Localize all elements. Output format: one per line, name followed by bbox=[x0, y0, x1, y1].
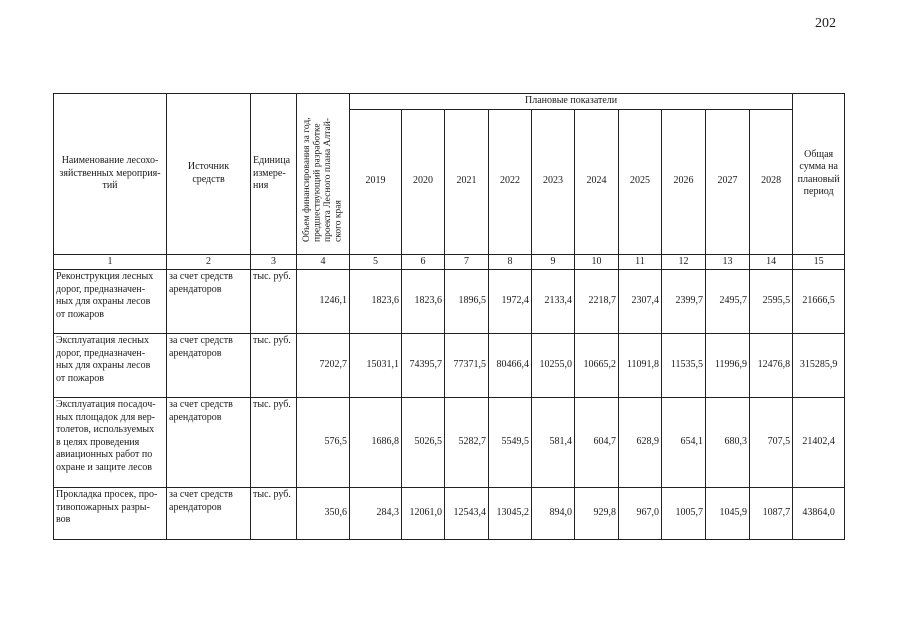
column-number-row bbox=[54, 254, 845, 270]
year-value: 1896,5 bbox=[445, 270, 489, 334]
total-sum: 21666,5 bbox=[793, 270, 845, 334]
year-value: 12061,0 bbox=[402, 488, 445, 540]
year-value: 2133,4 bbox=[532, 270, 575, 334]
year-value: 12476,8 bbox=[750, 334, 793, 398]
year-value: 77371,5 bbox=[445, 334, 489, 398]
year-value: 13045,2 bbox=[489, 488, 532, 540]
year-value: 2307,4 bbox=[619, 270, 662, 334]
year-value: 929,8 bbox=[575, 488, 619, 540]
header-year: 2019 bbox=[350, 109, 402, 254]
year-value: 2595,5 bbox=[750, 270, 793, 334]
table-row bbox=[54, 270, 845, 334]
year-value: 604,7 bbox=[575, 398, 619, 488]
year-value: 2218,7 bbox=[575, 270, 619, 334]
year-value: 11091,8 bbox=[619, 334, 662, 398]
header-planned-indicators: Плановые показатели bbox=[350, 94, 793, 110]
column-number: 5 bbox=[350, 254, 402, 270]
year-value: 284,3 bbox=[350, 488, 402, 540]
year-value: 74395,7 bbox=[402, 334, 445, 398]
header-year: 2022 bbox=[489, 109, 532, 254]
year-value: 1686,8 bbox=[350, 398, 402, 488]
year-value: 654,1 bbox=[662, 398, 706, 488]
forest-plan-table bbox=[53, 93, 845, 540]
column-number: 11 bbox=[619, 254, 662, 270]
table-row bbox=[54, 488, 845, 540]
year-value: 5026,5 bbox=[402, 398, 445, 488]
column-number: 12 bbox=[662, 254, 706, 270]
column-number: 10 bbox=[575, 254, 619, 270]
previous-year-volume: 576,5 bbox=[297, 398, 350, 488]
year-value: 5282,7 bbox=[445, 398, 489, 488]
column-number: 4 bbox=[297, 254, 350, 270]
header-previous-year-volume: Объем финансирования за год, предшествующий разработке проекта Лесного плана Алтай- ского края bbox=[297, 94, 350, 255]
year-value: 967,0 bbox=[619, 488, 662, 540]
year-value: 1823,6 bbox=[350, 270, 402, 334]
total-sum: 315285,9 bbox=[793, 334, 845, 398]
header-year: 2023 bbox=[532, 109, 575, 254]
header-year: 2027 bbox=[706, 109, 750, 254]
header-year: 2025 bbox=[619, 109, 662, 254]
page-number: 202 bbox=[815, 16, 836, 31]
column-number: 3 bbox=[251, 254, 297, 270]
year-value: 680,3 bbox=[706, 398, 750, 488]
year-value: 80466,4 bbox=[489, 334, 532, 398]
unit: тыс. руб. bbox=[251, 488, 297, 540]
table-row bbox=[54, 398, 845, 488]
year-value: 15031,1 bbox=[350, 334, 402, 398]
column-number: 9 bbox=[532, 254, 575, 270]
year-value: 12543,4 bbox=[445, 488, 489, 540]
year-value: 1087,7 bbox=[750, 488, 793, 540]
table-row bbox=[54, 334, 845, 398]
year-value: 707,5 bbox=[750, 398, 793, 488]
year-value: 581,4 bbox=[532, 398, 575, 488]
total-sum: 43864,0 bbox=[793, 488, 845, 540]
header-year: 2028 bbox=[750, 109, 793, 254]
header-year: 2024 bbox=[575, 109, 619, 254]
header-activity-name: Наименование лесохо- зяйственных мероприя- тий bbox=[54, 94, 167, 255]
unit: тыс. руб. bbox=[251, 270, 297, 334]
header-unit: Единица измере- ния bbox=[251, 94, 297, 255]
header-year: 2020 bbox=[402, 109, 445, 254]
previous-year-volume: 1246,1 bbox=[297, 270, 350, 334]
year-value: 11535,5 bbox=[662, 334, 706, 398]
activity-name: Прокладка просек, про- тивопожарных разры- вов bbox=[54, 488, 167, 540]
column-number: 8 bbox=[489, 254, 532, 270]
year-value: 5549,5 bbox=[489, 398, 532, 488]
year-value: 1005,7 bbox=[662, 488, 706, 540]
year-value: 894,0 bbox=[532, 488, 575, 540]
year-value: 628,9 bbox=[619, 398, 662, 488]
previous-year-volume: 350,6 bbox=[297, 488, 350, 540]
year-value: 10665,2 bbox=[575, 334, 619, 398]
year-value: 1045,9 bbox=[706, 488, 750, 540]
column-number: 14 bbox=[750, 254, 793, 270]
column-number: 2 bbox=[167, 254, 251, 270]
year-value: 2399,7 bbox=[662, 270, 706, 334]
year-value: 1972,4 bbox=[489, 270, 532, 334]
column-number: 15 bbox=[793, 254, 845, 270]
previous-year-volume: 7202,7 bbox=[297, 334, 350, 398]
unit: тыс. руб. bbox=[251, 334, 297, 398]
header-source: Источник средств bbox=[167, 94, 251, 255]
unit: тыс. руб. bbox=[251, 398, 297, 488]
column-number: 1 bbox=[54, 254, 167, 270]
column-number: 6 bbox=[402, 254, 445, 270]
funding-source: за счет средств арендаторов bbox=[167, 488, 251, 540]
funding-source: за счет средств арендаторов bbox=[167, 398, 251, 488]
year-value: 1823,6 bbox=[402, 270, 445, 334]
year-value: 11996,9 bbox=[706, 334, 750, 398]
funding-source: за счет средств арендаторов bbox=[167, 270, 251, 334]
activity-name: Эксплуатация лесных дорог, предназначен- ных для охраны лесов от пожаров bbox=[54, 334, 167, 398]
column-number: 13 bbox=[706, 254, 750, 270]
activity-name: Реконструкция лесных дорог, предназначен- ных для охраны лесов от пожаров bbox=[54, 270, 167, 334]
activity-name: Эксплуатация посадоч- ных площадок для вер- толетов, используемых в целях проведения авиационных работ по охране и защите лесов bbox=[54, 398, 167, 488]
year-value: 2495,7 bbox=[706, 270, 750, 334]
header-total-sum: Общая сумма на плановый период bbox=[793, 94, 845, 255]
total-sum: 21402,4 bbox=[793, 398, 845, 488]
header-year: 2021 bbox=[445, 109, 489, 254]
column-number: 7 bbox=[445, 254, 489, 270]
year-value: 10255,0 bbox=[532, 334, 575, 398]
funding-source: за счет средств арендаторов bbox=[167, 334, 251, 398]
header-year: 2026 bbox=[662, 109, 706, 254]
